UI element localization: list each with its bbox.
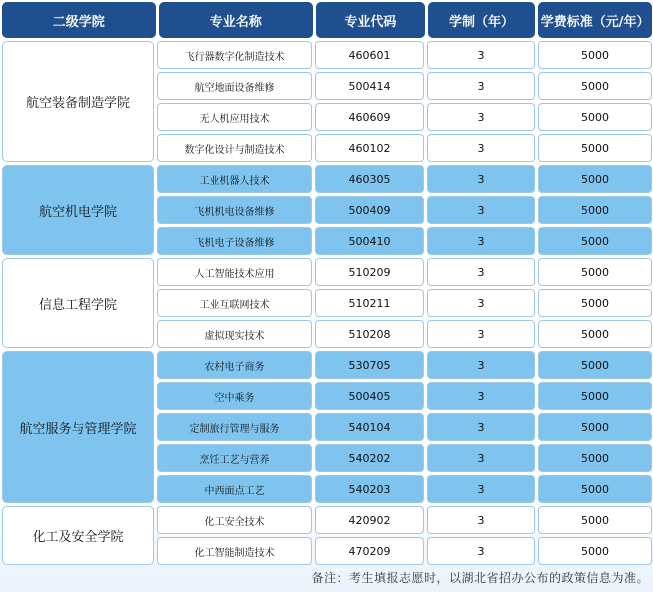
table-row	[157, 382, 652, 410]
table-row	[157, 134, 652, 162]
major-cell: 工业机器人技术	[157, 165, 312, 193]
code-cell: 510208	[315, 320, 424, 348]
table-row	[157, 537, 652, 565]
years-cell: 3	[427, 134, 535, 162]
fee-cell: 5000	[538, 165, 652, 193]
college-group	[2, 506, 652, 565]
table-row	[157, 351, 652, 379]
major-cell: 飞机机电设备维修	[157, 196, 312, 224]
footnote: 备注：考生填报志愿时，以湖北省招办公布的政策信息为准。	[311, 571, 649, 585]
table-row	[157, 227, 652, 255]
code-cell: 460102	[315, 134, 424, 162]
major-cell: 数字化设计与制造技术	[157, 134, 312, 162]
years-cell: 3	[427, 103, 535, 131]
fee-cell: 5000	[538, 72, 652, 100]
major-cell: 化工智能制造技术	[157, 537, 312, 565]
table-row	[157, 506, 652, 534]
years-cell: 3	[427, 165, 535, 193]
code-cell: 530705	[315, 351, 424, 379]
major-cell: 工业互联网技术	[157, 289, 312, 317]
code-cell: 500405	[315, 382, 424, 410]
college-name: 航空装备制造学院	[2, 41, 154, 162]
college-group	[2, 41, 652, 162]
years-cell: 3	[427, 506, 535, 534]
code-cell: 540104	[315, 413, 424, 441]
years-cell: 3	[427, 351, 535, 379]
header-college: 二级学院	[2, 2, 156, 38]
major-cell: 飞行器数字化制造技术	[157, 41, 312, 69]
table-row	[157, 196, 652, 224]
code-cell: 540202	[315, 444, 424, 472]
fee-cell: 5000	[538, 382, 652, 410]
code-cell: 500410	[315, 227, 424, 255]
table-row	[157, 289, 652, 317]
code-cell: 500414	[315, 72, 424, 100]
fee-cell: 5000	[538, 258, 652, 286]
major-cell: 空中乘务	[157, 382, 312, 410]
fee-cell: 5000	[538, 444, 652, 472]
college-group	[2, 351, 652, 503]
years-cell: 3	[427, 196, 535, 224]
code-cell: 460609	[315, 103, 424, 131]
table-row	[157, 41, 652, 69]
fee-cell: 5000	[538, 289, 652, 317]
college-name: 信息工程学院	[2, 258, 154, 348]
major-cell: 航空地面设备维修	[157, 72, 312, 100]
college-name: 航空机电学院	[2, 165, 154, 255]
table-row	[157, 413, 652, 441]
college-group	[2, 258, 652, 348]
header-code: 专业代码	[316, 2, 425, 38]
major-cell: 无人机应用技术	[157, 103, 312, 131]
header-fee: 学费标准（元/年）	[538, 2, 652, 38]
code-cell: 510211	[315, 289, 424, 317]
years-cell: 3	[427, 382, 535, 410]
fee-cell: 5000	[538, 351, 652, 379]
code-cell: 500409	[315, 196, 424, 224]
code-cell: 460601	[315, 41, 424, 69]
college-name: 航空服务与管理学院	[2, 351, 154, 503]
years-cell: 3	[427, 320, 535, 348]
years-cell: 3	[427, 475, 535, 503]
table-row	[157, 72, 652, 100]
years-cell: 3	[427, 72, 535, 100]
years-cell: 3	[427, 289, 535, 317]
code-cell: 460305	[315, 165, 424, 193]
fee-cell: 5000	[538, 537, 652, 565]
years-cell: 3	[427, 41, 535, 69]
major-cell: 农村电子商务	[157, 351, 312, 379]
fee-table	[2, 2, 652, 565]
table-row	[157, 258, 652, 286]
fee-cell: 5000	[538, 413, 652, 441]
header-major: 专业名称	[159, 2, 314, 38]
years-cell: 3	[427, 413, 535, 441]
fee-cell: 5000	[538, 41, 652, 69]
major-cell: 定制旅行管理与服务	[157, 413, 312, 441]
college-name: 化工及安全学院	[2, 506, 154, 565]
code-cell: 420902	[315, 506, 424, 534]
table-row	[157, 103, 652, 131]
major-cell: 虚拟现实技术	[157, 320, 312, 348]
table-header	[2, 2, 652, 38]
header-years: 学制（年）	[428, 2, 536, 38]
major-cell: 人工智能技术应用	[157, 258, 312, 286]
fee-cell: 5000	[538, 196, 652, 224]
code-cell: 470209	[315, 537, 424, 565]
major-cell: 中西面点工艺	[157, 475, 312, 503]
table-row	[157, 320, 652, 348]
college-group	[2, 165, 652, 255]
years-cell: 3	[427, 537, 535, 565]
fee-cell: 5000	[538, 227, 652, 255]
fee-cell: 5000	[538, 320, 652, 348]
fee-cell: 5000	[538, 134, 652, 162]
code-cell: 510209	[315, 258, 424, 286]
table-row	[157, 444, 652, 472]
table-row	[157, 165, 652, 193]
years-cell: 3	[427, 258, 535, 286]
major-cell: 飞机电子设备维修	[157, 227, 312, 255]
major-cell: 烹饪工艺与营养	[157, 444, 312, 472]
code-cell: 540203	[315, 475, 424, 503]
years-cell: 3	[427, 227, 535, 255]
fee-cell: 5000	[538, 506, 652, 534]
fee-cell: 5000	[538, 475, 652, 503]
table-row	[157, 475, 652, 503]
major-cell: 化工安全技术	[157, 506, 312, 534]
years-cell: 3	[427, 444, 535, 472]
fee-cell: 5000	[538, 103, 652, 131]
